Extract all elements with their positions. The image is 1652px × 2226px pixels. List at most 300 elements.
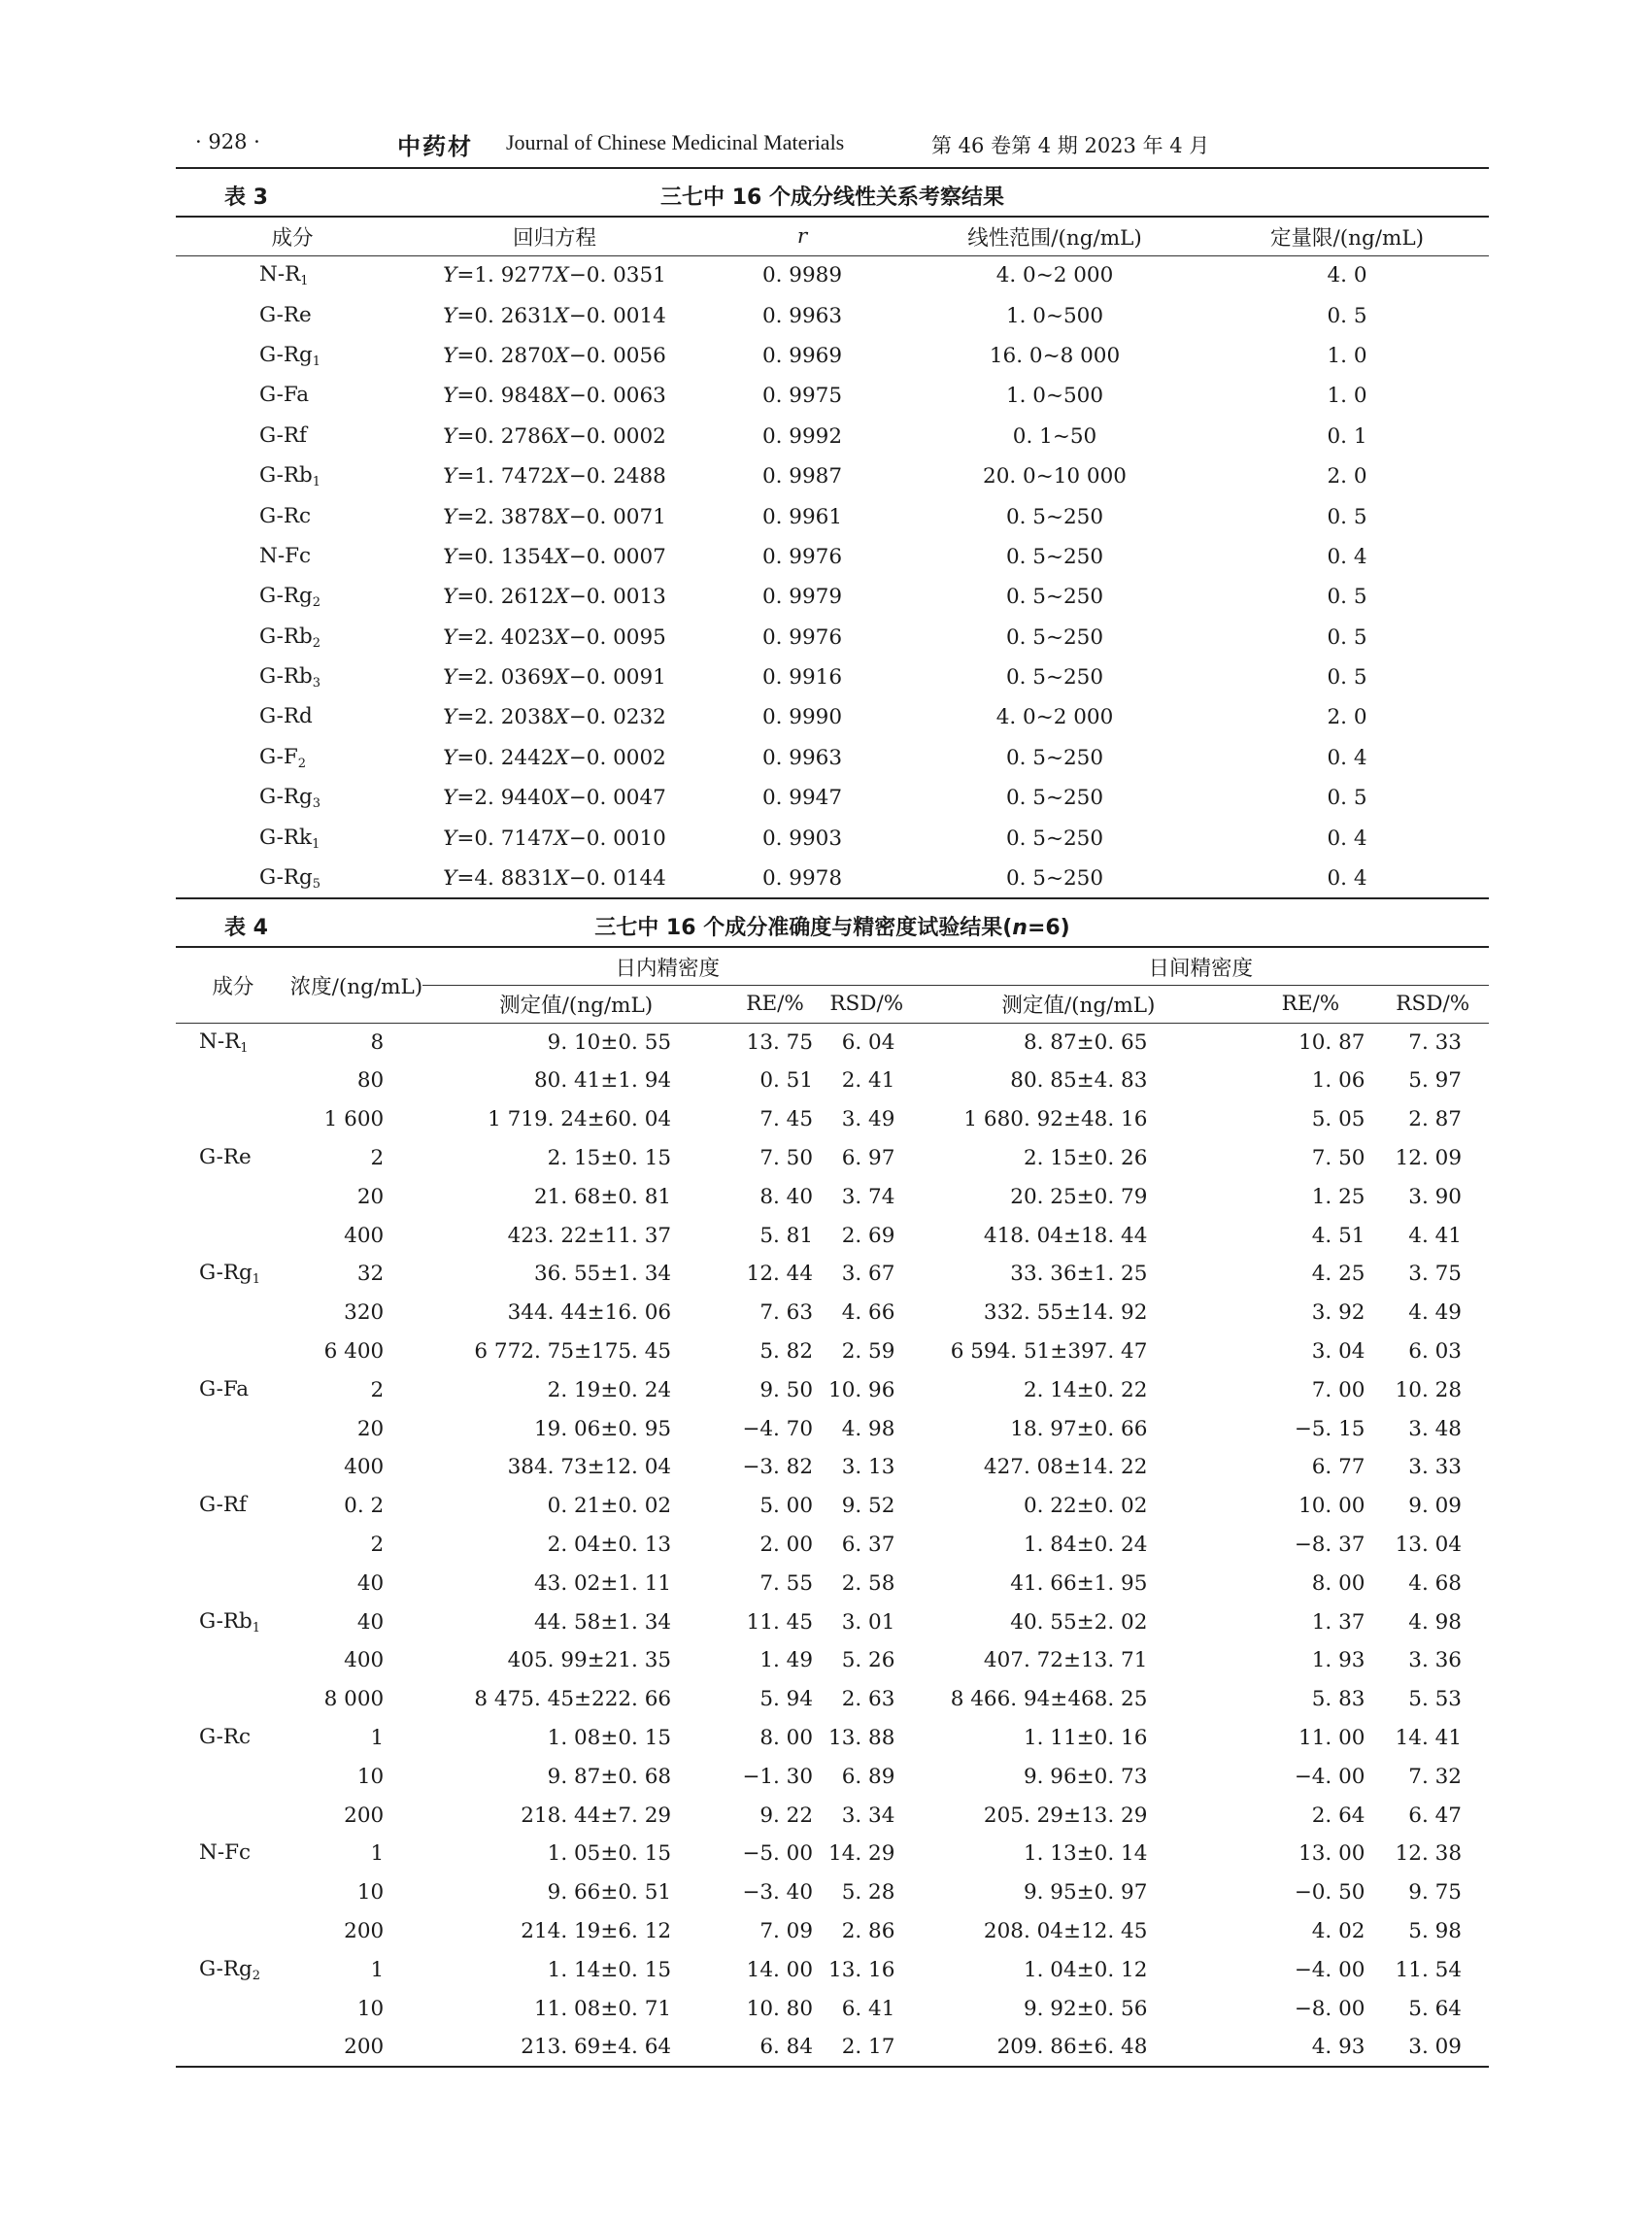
component-label: G-Rg xyxy=(199,1956,253,1981)
measured-intraday: 8 475. 45±222. 66 xyxy=(474,1687,672,1712)
correlation-r: 0. 9976 xyxy=(761,544,843,569)
component-name xyxy=(176,1100,290,1139)
re-intraday: 7. 45 xyxy=(759,1107,814,1132)
component-subscript: 1 xyxy=(312,836,320,852)
correlation-r: 0. 9947 xyxy=(761,786,843,811)
measured-intraday: 6 772. 75±175. 45 xyxy=(474,1339,672,1365)
re-interday: 1. 37 xyxy=(1311,1609,1365,1635)
table4-header-component: 成分 xyxy=(176,947,290,1023)
table4-row xyxy=(176,1719,1489,1758)
component-subscript: 5 xyxy=(312,876,321,892)
table4-number: 表 4 xyxy=(224,916,268,941)
re-interday: 5. 83 xyxy=(1311,1687,1365,1712)
loq-value: 0. 4 xyxy=(1327,865,1367,891)
re-interday: −4. 00 xyxy=(1294,1957,1365,1982)
table3-header-equation: 回归方程 xyxy=(409,217,700,255)
rsd-interday: 7. 33 xyxy=(1408,1029,1462,1055)
concentration: 40 xyxy=(356,1570,385,1596)
table4-body xyxy=(176,1023,1489,2067)
loq-value: 0. 4 xyxy=(1327,745,1367,770)
loq-value: 0. 1 xyxy=(1327,423,1367,449)
component-name xyxy=(176,255,409,295)
linear-range: 0. 5~250 xyxy=(1005,624,1104,650)
component-name xyxy=(176,577,409,617)
measured-intraday: 9. 66±0. 51 xyxy=(547,1880,672,1906)
table3-row xyxy=(176,255,1489,295)
re-interday: 4. 02 xyxy=(1311,1918,1365,1943)
component-label: G-Rg xyxy=(199,1261,253,1286)
concentration: 2 xyxy=(370,1377,385,1402)
re-interday: 1. 06 xyxy=(1311,1068,1365,1094)
measured-interday: 18. 97±0. 66 xyxy=(1010,1416,1148,1441)
concentration: 20 xyxy=(356,1416,385,1441)
table4-row xyxy=(176,1023,1489,1062)
re-intraday: 7. 55 xyxy=(759,1570,814,1596)
rsd-interday: 2. 87 xyxy=(1408,1107,1462,1132)
re-interday: 2. 64 xyxy=(1311,1803,1365,1828)
regression-equation: Y=0. 2442X−0. 0002 xyxy=(443,745,666,770)
component-label: G-Fa xyxy=(259,383,310,408)
rsd-intraday: 3. 34 xyxy=(841,1803,895,1828)
table3-header-loq: 定量限/(ng/mL) xyxy=(1205,217,1489,255)
rsd-intraday: 2. 58 xyxy=(841,1570,895,1596)
component-label: G-Re xyxy=(199,1145,252,1170)
table3-header-range: 线性范围/(ng/mL) xyxy=(904,217,1205,255)
table4-header-interday: 日间精密度 xyxy=(912,947,1489,985)
component-label: G-Re xyxy=(259,302,312,327)
linear-range: 4. 0~2 000 xyxy=(995,263,1114,288)
component-label: G-Rb xyxy=(259,463,313,489)
component-name xyxy=(176,336,409,376)
table4-row xyxy=(176,1370,1489,1409)
concentration: 2 xyxy=(370,1533,385,1557)
concentration: 1 xyxy=(370,1957,385,1982)
component-label: G-Rg xyxy=(259,584,313,609)
component-name xyxy=(176,859,409,898)
measured-intraday: 405. 99±21. 35 xyxy=(507,1648,672,1673)
component-name xyxy=(176,1216,290,1255)
component-subscript: 1 xyxy=(312,475,321,490)
re-intraday: −3. 82 xyxy=(742,1455,814,1480)
re-interday: 3. 04 xyxy=(1311,1339,1365,1365)
rsd-interday: 3. 48 xyxy=(1408,1416,1462,1441)
re-interday: 4. 25 xyxy=(1311,1262,1365,1287)
loq-value: 1. 0 xyxy=(1327,343,1367,368)
rsd-interday: 4. 68 xyxy=(1408,1570,1462,1596)
component-subscript: 1 xyxy=(312,354,321,369)
measured-interday: 9. 96±0. 73 xyxy=(1023,1764,1148,1789)
component-name xyxy=(176,697,409,737)
component-label: N-R xyxy=(199,1029,241,1054)
linear-range: 1. 0~500 xyxy=(1005,303,1104,328)
linear-range: 0. 5~250 xyxy=(1005,504,1104,529)
component-name xyxy=(176,1680,290,1719)
rsd-intraday: 6. 37 xyxy=(841,1533,895,1557)
running-head xyxy=(176,124,1489,163)
measured-intraday: 0. 21±0. 02 xyxy=(547,1494,672,1519)
re-intraday: 7. 63 xyxy=(759,1300,814,1326)
concentration: 80 xyxy=(356,1068,385,1094)
table4-header-measured-intra: 测定值/(ng/mL) xyxy=(422,985,729,1023)
component-label: G-F xyxy=(259,744,298,769)
table4-row xyxy=(176,1757,1489,1796)
linear-range: 0. 1~50 xyxy=(1012,423,1097,449)
rsd-intraday: 4. 66 xyxy=(841,1300,895,1326)
loq-value: 1. 0 xyxy=(1327,384,1367,409)
rsd-interday: 3. 09 xyxy=(1408,2034,1462,2059)
regression-equation: Y=0. 2612X−0. 0013 xyxy=(443,585,666,610)
correlation-r: 0. 9992 xyxy=(761,423,843,449)
re-interday: −8. 00 xyxy=(1294,1996,1365,2021)
measured-interday: 1. 13±0. 14 xyxy=(1023,1841,1148,1867)
table4-row xyxy=(176,1409,1489,1448)
component-name xyxy=(176,618,409,658)
correlation-r: 0. 9961 xyxy=(761,504,843,529)
component-subscript: 2 xyxy=(312,595,321,611)
measured-interday: 8 466. 94±468. 25 xyxy=(950,1687,1148,1712)
measured-interday: 205. 29±13. 29 xyxy=(983,1803,1148,1828)
component-label: G-Rd xyxy=(259,704,313,729)
component-label: G-Fa xyxy=(199,1376,250,1401)
rsd-intraday: 2. 69 xyxy=(841,1223,895,1248)
re-intraday: 14. 00 xyxy=(746,1957,814,1982)
table3-body xyxy=(176,255,1489,898)
concentration: 1 600 xyxy=(323,1107,385,1132)
journal-name-cn: 中药材 xyxy=(397,132,473,160)
re-intraday: 12. 44 xyxy=(746,1262,814,1287)
measured-interday: 40. 55±2. 02 xyxy=(1010,1609,1148,1635)
re-interday: 1. 93 xyxy=(1311,1648,1365,1673)
table4-row xyxy=(176,1680,1489,1719)
concentration: 32 xyxy=(356,1262,385,1287)
rsd-intraday: 2. 41 xyxy=(841,1068,895,1094)
re-intraday: −5. 00 xyxy=(742,1841,814,1867)
component-subscript: 1 xyxy=(240,1040,249,1056)
measured-intraday: 2. 04±0. 13 xyxy=(547,1533,672,1557)
rsd-interday: 5. 53 xyxy=(1408,1687,1462,1712)
re-intraday: −1. 30 xyxy=(742,1764,814,1789)
measured-interday: 8. 87±0. 65 xyxy=(1023,1029,1148,1055)
rsd-interday: 4. 41 xyxy=(1408,1223,1462,1248)
page xyxy=(176,124,1489,2068)
component-subscript: 2 xyxy=(312,635,321,651)
measured-interday: 9. 95±0. 97 xyxy=(1023,1880,1148,1906)
rsd-interday: 5. 98 xyxy=(1408,1918,1462,1943)
linear-range: 16. 0~8 000 xyxy=(989,343,1121,368)
re-intraday: −4. 70 xyxy=(742,1416,814,1441)
measured-interday: 1. 04±0. 12 xyxy=(1023,1957,1148,1982)
table3 xyxy=(176,216,1489,899)
component-subscript: 2 xyxy=(297,756,307,771)
component-name xyxy=(176,1989,290,2028)
issue-info: 第 46 卷第 4 期 2023 年 4 月 xyxy=(931,134,1210,157)
component-label: N-Fc xyxy=(259,543,312,568)
rsd-interday: 14. 41 xyxy=(1395,1725,1462,1750)
component-name xyxy=(176,658,409,697)
re-interday: −4. 00 xyxy=(1294,1764,1365,1789)
rsd-intraday: 9. 52 xyxy=(841,1494,895,1519)
measured-intraday: 344. 44±16. 06 xyxy=(507,1300,672,1326)
measured-intraday: 9. 10±0. 55 xyxy=(547,1029,672,1055)
measured-intraday: 1. 14±0. 15 xyxy=(547,1957,672,1982)
loq-value: 2. 0 xyxy=(1327,705,1367,730)
component-subscript: 3 xyxy=(312,796,321,812)
component-name xyxy=(176,1641,290,1680)
component-label: G-Rb xyxy=(259,624,313,649)
component-name xyxy=(176,1370,290,1409)
rsd-interday: 3. 33 xyxy=(1408,1455,1462,1480)
loq-value: 0. 5 xyxy=(1327,585,1367,610)
table4-header-rsd-intra: RSD/% xyxy=(821,985,912,1023)
rsd-interday: 4. 98 xyxy=(1408,1609,1462,1635)
regression-equation: Y=2. 9440X−0. 0047 xyxy=(443,786,666,811)
re-interday: 13. 00 xyxy=(1298,1841,1365,1867)
regression-equation: Y=0. 9848X−0. 0063 xyxy=(443,384,666,409)
component-label: G-Rf xyxy=(199,1493,247,1518)
re-interday: 4. 93 xyxy=(1311,2034,1365,2059)
concentration: 8 xyxy=(370,1029,385,1055)
correlation-r: 0. 9987 xyxy=(761,464,843,489)
re-interday: 8. 00 xyxy=(1311,1570,1365,1596)
linear-range: 0. 5~250 xyxy=(1005,786,1104,811)
re-interday: 7. 00 xyxy=(1311,1377,1365,1402)
re-intraday: 0. 51 xyxy=(759,1068,814,1094)
measured-interday: 1. 84±0. 24 xyxy=(1023,1533,1148,1557)
measured-intraday: 21. 68±0. 81 xyxy=(533,1184,672,1209)
measured-interday: 427. 08±14. 22 xyxy=(983,1455,1148,1480)
component-label: G-Rf xyxy=(259,422,307,448)
re-intraday: 2. 00 xyxy=(759,1533,814,1557)
re-intraday: 8. 00 xyxy=(759,1725,814,1750)
measured-intraday: 1. 08±0. 15 xyxy=(547,1725,672,1750)
concentration: 320 xyxy=(344,1300,385,1326)
table3-row xyxy=(176,417,1489,456)
concentration: 2 xyxy=(370,1146,385,1171)
measured-intraday: 218. 44±7. 29 xyxy=(521,1803,672,1828)
rsd-interday: 9. 75 xyxy=(1408,1880,1462,1906)
component-label: G-Rg xyxy=(259,864,313,890)
table4-row xyxy=(176,1487,1489,1526)
table3-row xyxy=(176,336,1489,376)
regression-equation: Y=2. 4023X−0. 0095 xyxy=(443,624,666,650)
correlation-r: 0. 9989 xyxy=(761,263,843,288)
re-intraday: 8. 40 xyxy=(759,1184,814,1209)
component-name xyxy=(176,295,409,335)
rsd-interday: 6. 03 xyxy=(1408,1339,1462,1365)
concentration: 1 xyxy=(370,1841,385,1867)
table4-row xyxy=(176,1332,1489,1371)
table4-row xyxy=(176,1796,1489,1835)
component-subscript: 1 xyxy=(252,1272,261,1288)
re-interday: 10. 87 xyxy=(1298,1029,1365,1055)
table4-row xyxy=(176,1100,1489,1139)
component-name xyxy=(176,1448,290,1487)
rsd-intraday: 10. 96 xyxy=(828,1377,895,1402)
table3-number: 表 3 xyxy=(224,186,268,210)
table4-header-rsd-inter: RSD/% xyxy=(1376,985,1489,1023)
component-name xyxy=(176,1602,290,1641)
concentration: 0. 2 xyxy=(344,1494,385,1519)
measured-interday: 2. 15±0. 26 xyxy=(1023,1146,1148,1171)
rsd-interday: 9. 09 xyxy=(1408,1494,1462,1519)
concentration: 10 xyxy=(356,1764,385,1789)
measured-intraday: 213. 69±4. 64 xyxy=(521,2034,672,2059)
measured-interday: 208. 04±12. 45 xyxy=(983,1918,1148,1943)
correlation-r: 0. 9975 xyxy=(761,384,843,409)
rsd-intraday: 14. 29 xyxy=(828,1841,895,1867)
re-intraday: 6. 84 xyxy=(759,2034,814,2059)
measured-intraday: 2. 19±0. 24 xyxy=(547,1377,672,1402)
table3-caption xyxy=(176,169,1489,216)
component-name xyxy=(176,1255,290,1294)
measured-intraday: 43. 02±1. 11 xyxy=(533,1570,672,1596)
re-intraday: 5. 82 xyxy=(759,1339,814,1365)
rsd-intraday: 6. 04 xyxy=(841,1029,895,1055)
table4-row xyxy=(176,1526,1489,1565)
re-interday: 1. 25 xyxy=(1311,1184,1365,1209)
re-interday: 7. 50 xyxy=(1311,1146,1365,1171)
linear-range: 1. 0~500 xyxy=(1005,384,1104,409)
table4-row xyxy=(176,2028,1489,2067)
table3-row xyxy=(176,778,1489,818)
measured-interday: 20. 25±0. 79 xyxy=(1010,1184,1148,1209)
table3-row xyxy=(176,376,1489,416)
table4-row xyxy=(176,1255,1489,1294)
rsd-intraday: 6. 41 xyxy=(841,1996,895,2021)
concentration: 20 xyxy=(356,1184,385,1209)
rsd-intraday: 3. 49 xyxy=(841,1107,895,1132)
table4-row xyxy=(176,1602,1489,1641)
component-label: G-Rg xyxy=(259,342,313,367)
component-name xyxy=(176,496,409,536)
concentration: 6 400 xyxy=(323,1339,385,1365)
component-name xyxy=(176,1332,290,1371)
linear-range: 0. 5~250 xyxy=(1005,544,1104,569)
measured-intraday: 214. 19±6. 12 xyxy=(521,1918,672,1943)
measured-intraday: 384. 73±12. 04 xyxy=(507,1455,672,1480)
component-name xyxy=(176,1564,290,1602)
component-label: G-Rg xyxy=(259,785,313,810)
rsd-interday: 7. 32 xyxy=(1408,1764,1462,1789)
component-name xyxy=(176,1719,290,1758)
journal-name-en: Journal of Chinese Medicinal Materials xyxy=(506,130,845,154)
re-intraday: 5. 81 xyxy=(759,1223,814,1248)
table4-header-re-inter: RE/% xyxy=(1244,985,1376,1023)
concentration: 10 xyxy=(356,1996,385,2021)
rsd-interday: 3. 90 xyxy=(1408,1184,1462,1209)
component-name xyxy=(176,818,409,858)
re-intraday: 11. 45 xyxy=(746,1609,814,1635)
measured-interday: 80. 85±4. 83 xyxy=(1010,1068,1148,1094)
rsd-intraday: 5. 28 xyxy=(841,1880,895,1906)
linear-range: 0. 5~250 xyxy=(1005,745,1104,770)
component-name xyxy=(176,1950,290,1989)
re-interday: 4. 51 xyxy=(1311,1223,1365,1248)
correlation-r: 0. 9976 xyxy=(761,624,843,650)
measured-interday: 332. 55±14. 92 xyxy=(983,1300,1148,1326)
rsd-intraday: 5. 26 xyxy=(841,1648,895,1673)
re-intraday: 5. 00 xyxy=(759,1494,814,1519)
table4-header-re-intra: RE/% xyxy=(729,985,821,1023)
correlation-r: 0. 9978 xyxy=(761,865,843,891)
measured-intraday: 44. 58±1. 34 xyxy=(533,1609,672,1635)
measured-intraday: 1 719. 24±60. 04 xyxy=(488,1107,672,1132)
re-intraday: 7. 50 xyxy=(759,1146,814,1171)
rsd-intraday: 2. 86 xyxy=(841,1918,895,1943)
loq-value: 0. 5 xyxy=(1327,624,1367,650)
regression-equation: Y=1. 9277X−0. 0351 xyxy=(443,263,666,288)
table3-row xyxy=(176,738,1489,778)
re-intraday: −3. 40 xyxy=(742,1880,814,1906)
table4-header-measured-inter: 测定值/(ng/mL) xyxy=(912,985,1244,1023)
component-name xyxy=(176,537,409,577)
regression-equation: Y=4. 8831X−0. 0144 xyxy=(443,865,666,891)
loq-value: 0. 5 xyxy=(1327,665,1367,691)
rsd-intraday: 6. 97 xyxy=(841,1146,895,1171)
component-name xyxy=(176,1177,290,1216)
table4-row xyxy=(176,1835,1489,1873)
re-intraday: 1. 49 xyxy=(759,1648,814,1673)
component-label: G-Rb xyxy=(199,1608,253,1634)
re-interday: 5. 05 xyxy=(1311,1107,1365,1132)
component-name xyxy=(176,2028,290,2067)
correlation-r: 0. 9969 xyxy=(761,343,843,368)
concentration: 40 xyxy=(356,1609,385,1635)
table3-title: 三七中 16 个成分线性关系考察结果 xyxy=(660,186,1004,210)
regression-equation: Y=2. 0369X−0. 0091 xyxy=(443,665,666,691)
rsd-interday: 10. 28 xyxy=(1395,1377,1462,1402)
loq-value: 0. 5 xyxy=(1327,504,1367,529)
re-interday: 6. 77 xyxy=(1311,1455,1365,1480)
component-name xyxy=(176,1023,290,1062)
component-name xyxy=(176,376,409,416)
rsd-interday: 13. 04 xyxy=(1395,1533,1462,1557)
component-label: G-Rc xyxy=(199,1724,252,1749)
table3-row xyxy=(176,658,1489,697)
table3-row xyxy=(176,618,1489,658)
correlation-r: 0. 9903 xyxy=(761,826,843,851)
table3-row xyxy=(176,818,1489,858)
concentration: 400 xyxy=(344,1223,385,1248)
concentration: 1 xyxy=(370,1725,385,1750)
rsd-intraday: 2. 17 xyxy=(841,2034,895,2059)
correlation-r: 0. 9916 xyxy=(761,665,843,691)
re-intraday: 7. 09 xyxy=(759,1918,814,1943)
re-intraday: 9. 50 xyxy=(759,1377,814,1402)
measured-interday: 1 680. 92±48. 16 xyxy=(963,1107,1148,1132)
re-interday: 10. 00 xyxy=(1298,1494,1365,1519)
component-name xyxy=(176,738,409,778)
rsd-interday: 3. 36 xyxy=(1408,1648,1462,1673)
rsd-intraday: 6. 89 xyxy=(841,1764,895,1789)
component-name xyxy=(176,1873,290,1912)
concentration: 400 xyxy=(344,1455,385,1480)
correlation-r: 0. 9963 xyxy=(761,745,843,770)
table3-row xyxy=(176,295,1489,335)
component-name xyxy=(176,1062,290,1100)
component-subscript: 1 xyxy=(300,274,309,289)
measured-interday: 41. 66±1. 95 xyxy=(1010,1570,1148,1596)
regression-equation: Y=0. 2786X−0. 0002 xyxy=(443,423,666,449)
re-intraday: 13. 75 xyxy=(746,1029,814,1055)
measured-interday: 33. 36±1. 25 xyxy=(1010,1262,1148,1287)
table4-row xyxy=(176,1177,1489,1216)
measured-interday: 2. 14±0. 22 xyxy=(1023,1377,1148,1402)
measured-intraday: 9. 87±0. 68 xyxy=(547,1764,672,1789)
component-label: G-Rk xyxy=(259,825,313,850)
table4-row xyxy=(176,1641,1489,1680)
table4-header-concentration: 浓度/(ng/mL) xyxy=(290,947,423,1023)
